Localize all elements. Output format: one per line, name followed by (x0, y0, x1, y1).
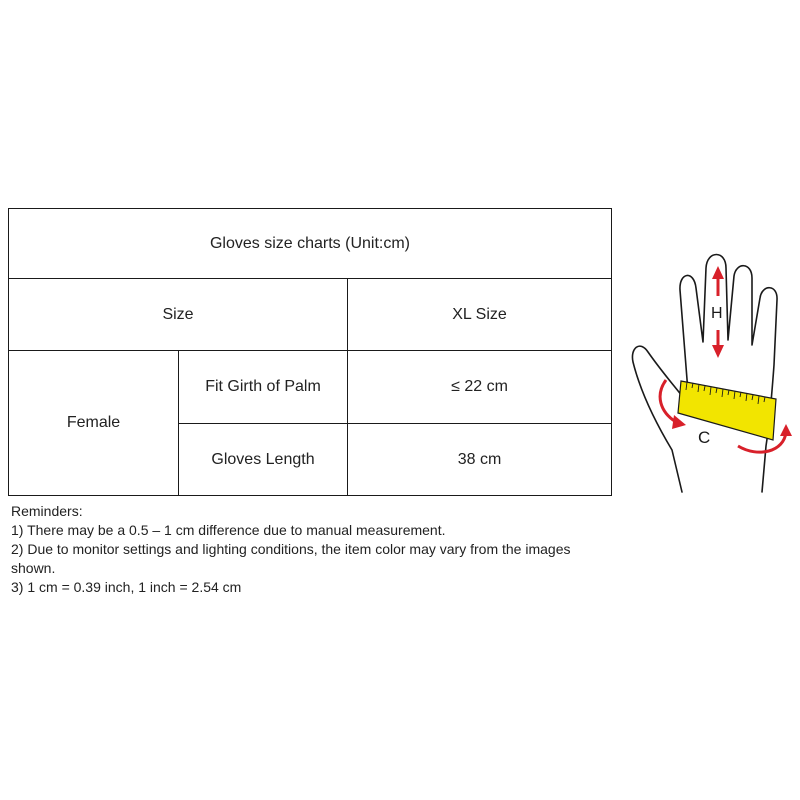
table-title: Gloves size charts (Unit:cm) (9, 209, 612, 279)
size-header: Size (9, 279, 348, 351)
size-chart-table (8, 208, 612, 496)
reminder-item: 1) There may be a 0.5 – 1 cm difference due to manual measurement. (11, 522, 446, 538)
row-value-gloves-length: 38 cm (348, 424, 612, 496)
size-value: XL Size (348, 279, 612, 351)
reminders-block (11, 502, 601, 597)
row-label-gloves-length: Gloves Length (179, 424, 348, 496)
height-label: H (711, 305, 723, 322)
reminder-item: 3) 1 cm = 0.39 inch, 1 inch = 2.54 cm (11, 579, 242, 595)
tape-band (678, 381, 776, 440)
reminder-item: 2) Due to monitor settings and lighting conditions, the item color may vary from the images shown. (11, 541, 571, 576)
hand-outline (632, 255, 777, 493)
circumference-label: C (698, 428, 711, 447)
measuring-tape (678, 381, 776, 440)
group-label-female: Female (9, 351, 179, 496)
hand-measurement-diagram (620, 250, 800, 510)
reminders-heading: Reminders: (11, 503, 83, 519)
row-value-palm-girth: ≤ 22 cm (348, 351, 612, 424)
row-label-palm-girth: Fit Girth of Palm (179, 351, 348, 424)
